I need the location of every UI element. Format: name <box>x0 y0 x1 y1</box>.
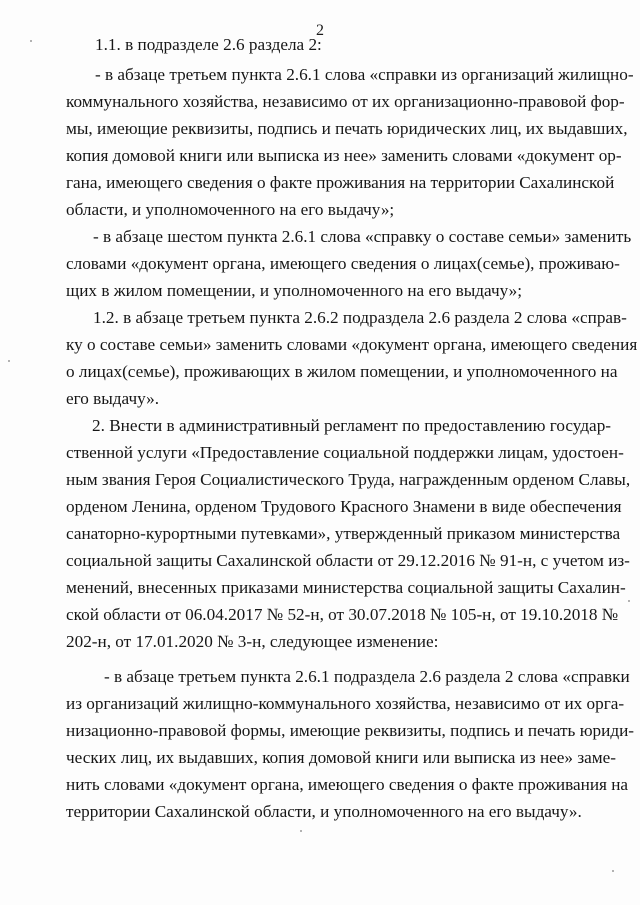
text-line: 202-н, от 17.01.2020 № 3-н, следующее изменение: <box>66 632 439 651</box>
text-line: менений, внесенных приказами министерства социальной защиты Сахалин- <box>66 578 626 597</box>
text-line: - в абзаце шестом пункта 2.6.1 слова «справку о составе семьи» заменить <box>93 227 632 246</box>
text-line: словами «документ органа, имеющего сведения о лицах(семье), проживаю- <box>66 254 620 273</box>
scan-speck <box>628 600 630 602</box>
text-line: ской области от 06.04.2017 № 52-н, от 30.07.2018 № 105-н, от 19.10.2018 № <box>66 605 619 624</box>
text-line: социальной защиты Сахалинской области от 29.12.2016 № 91-н, с учетом из- <box>66 551 630 570</box>
text-line: - в абзаце третьем пункта 2.6.1 подраздела 2.6 раздела 2 слова «справки <box>104 667 630 686</box>
text-line: 2. Внести в административный регламент по предоставлению государ- <box>92 416 612 435</box>
scan-speck <box>612 870 614 872</box>
text-line: гана, имеющего сведения о факте проживания на территории Сахалинской <box>66 173 615 192</box>
text-line: его выдачу». <box>66 389 160 408</box>
scan-speck <box>30 40 32 42</box>
text-line: коммунального хозяйства, независимо от их организационно-правовой фор- <box>66 92 625 111</box>
text-line: нить словами «документ органа, имеющего сведения о факте проживания на <box>66 775 629 794</box>
text-line: из организаций жилищно-коммунального хозяйства, независимо от их орга- <box>66 694 625 713</box>
text-line: низационно-правовой формы, имеющие реквизиты, подпись и печать юриди- <box>66 721 634 740</box>
scan-speck <box>8 360 10 362</box>
text-line: о лицах(семье), проживающих в жилом помещении, и уполномоченного на <box>66 362 618 381</box>
text-line: щих в жилом помещении, и уполномоченного на его выдачу»; <box>66 281 522 300</box>
text-line: ческих лиц, их выдавших, копия домовой книги или выписка из нее» заме- <box>66 748 616 767</box>
text-line: 1.1. в подразделе 2.6 раздела 2: <box>95 35 322 54</box>
page-number: 2 <box>316 22 324 39</box>
text-line: санаторно-курортными путевками», утвержденный приказом министерства <box>66 524 621 543</box>
scan-speck <box>300 830 302 832</box>
text-line: ственной услуги «Предоставление социальной поддержки лицам, удостоен- <box>66 443 624 462</box>
text-line: 1.2. в абзаце третьем пункта 2.6.2 подраздела 2.6 раздела 2 слова «справ- <box>93 308 627 327</box>
text-line: ку о составе семьи» заменить словами «документ органа, имеющего сведения <box>66 335 638 354</box>
text-line: - в абзаце третьем пункта 2.6.1 слова «справки из организаций жилищно- <box>95 65 634 84</box>
text-line: территории Сахалинской области, и уполномоченного на его выдачу». <box>66 802 582 821</box>
text-line: мы, имеющие реквизиты, подпись и печать юридических лиц, их выдавших, <box>66 119 628 138</box>
text-line: области, и уполномоченного на его выдачу»; <box>66 200 395 219</box>
text-line: орденом Ленина, орденом Трудового Красного Знамени в виде обеспечения <box>66 497 622 516</box>
text-line: ным звания Героя Социалистического Труда, награжденным орденом Славы, <box>66 470 631 489</box>
text-line: копия домовой книги или выписка из нее» заменить словами «документ ор- <box>66 146 622 165</box>
